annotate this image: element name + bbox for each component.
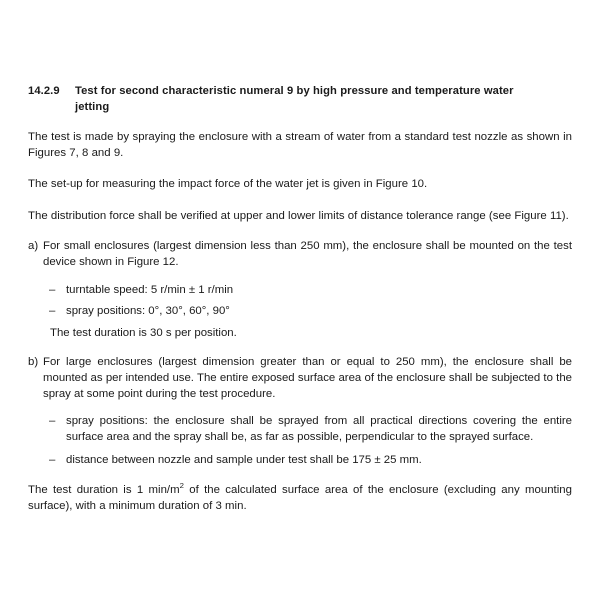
list-marker-a: a) — [28, 240, 39, 253]
note-test-duration-a: The test duration is 30 s per position. — [50, 326, 237, 339]
section-number: 14.2.9 — [28, 85, 60, 97]
closing-text-part-1: The test duration is 1 min/m — [28, 483, 180, 496]
sub-list-item — [28, 414, 572, 445]
paragraph-setup: The set-up for measuring the impact force of the water jet is given in Figure 10. — [28, 178, 428, 191]
list-item-a-text: For small enclosures (largest dimension less than 250 mm), the enclosure shall be mounted on the test device shown in Figure 12. — [43, 240, 572, 268]
list-item-a — [28, 239, 572, 270]
paragraph-intro: The test is made by spraying the enclosure with a stream of water from a standard test nozzle as shown in Figures 7, 8 and 9. — [28, 131, 572, 159]
sub-list-b — [28, 414, 572, 469]
section-title: Test for second characteristic numeral 9 by high pressure and temperature water jetting — [75, 85, 514, 113]
paragraph-distribution-force: The distribution force shall be verified at upper and lower limits of distance tolerance range (see Figure 11). — [28, 209, 569, 222]
sub-list-item-text: spray positions: 0°, 30°, 60°, 90° — [66, 305, 230, 318]
closing-text-part-2: of the calculated surface area of the enclosure (excluding any mounting surface), with a minimum duration of 3 min. — [28, 483, 572, 512]
dash-marker: – — [49, 415, 56, 428]
dash-marker: – — [49, 305, 56, 318]
sub-list-item — [28, 283, 572, 299]
paragraph-closing — [28, 483, 572, 514]
superscript-two: 2 — [179, 481, 184, 491]
sub-list-item — [28, 304, 572, 320]
sub-list-item-text: spray positions: the enclosure shall be sprayed from all practical directions covering the entire surface area and the spray shall be, as far as possible, perpendicular to the sprayed surface. — [66, 415, 572, 443]
sub-list-a — [28, 283, 572, 320]
list-item-b-text: For large enclosures (largest dimension greater than or equal to 250 mm), the enclosure shall be mounted as per intended use. The entire exposed surface area of the enclosure shall be subjected to the spray at some point during the test procedure. — [43, 356, 572, 400]
dash-marker: – — [49, 283, 56, 296]
dash-marker: – — [49, 454, 56, 467]
sub-list-item-text: distance between nozzle and sample under test shall be 175 ± 25 mm. — [66, 454, 422, 467]
section-heading — [28, 84, 572, 115]
sub-list-item — [28, 453, 572, 469]
list-item-b — [28, 355, 572, 402]
list-marker-b: b) — [28, 356, 39, 369]
sub-list-item-text: turntable speed: 5 r/min ± 1 r/min — [66, 283, 234, 296]
